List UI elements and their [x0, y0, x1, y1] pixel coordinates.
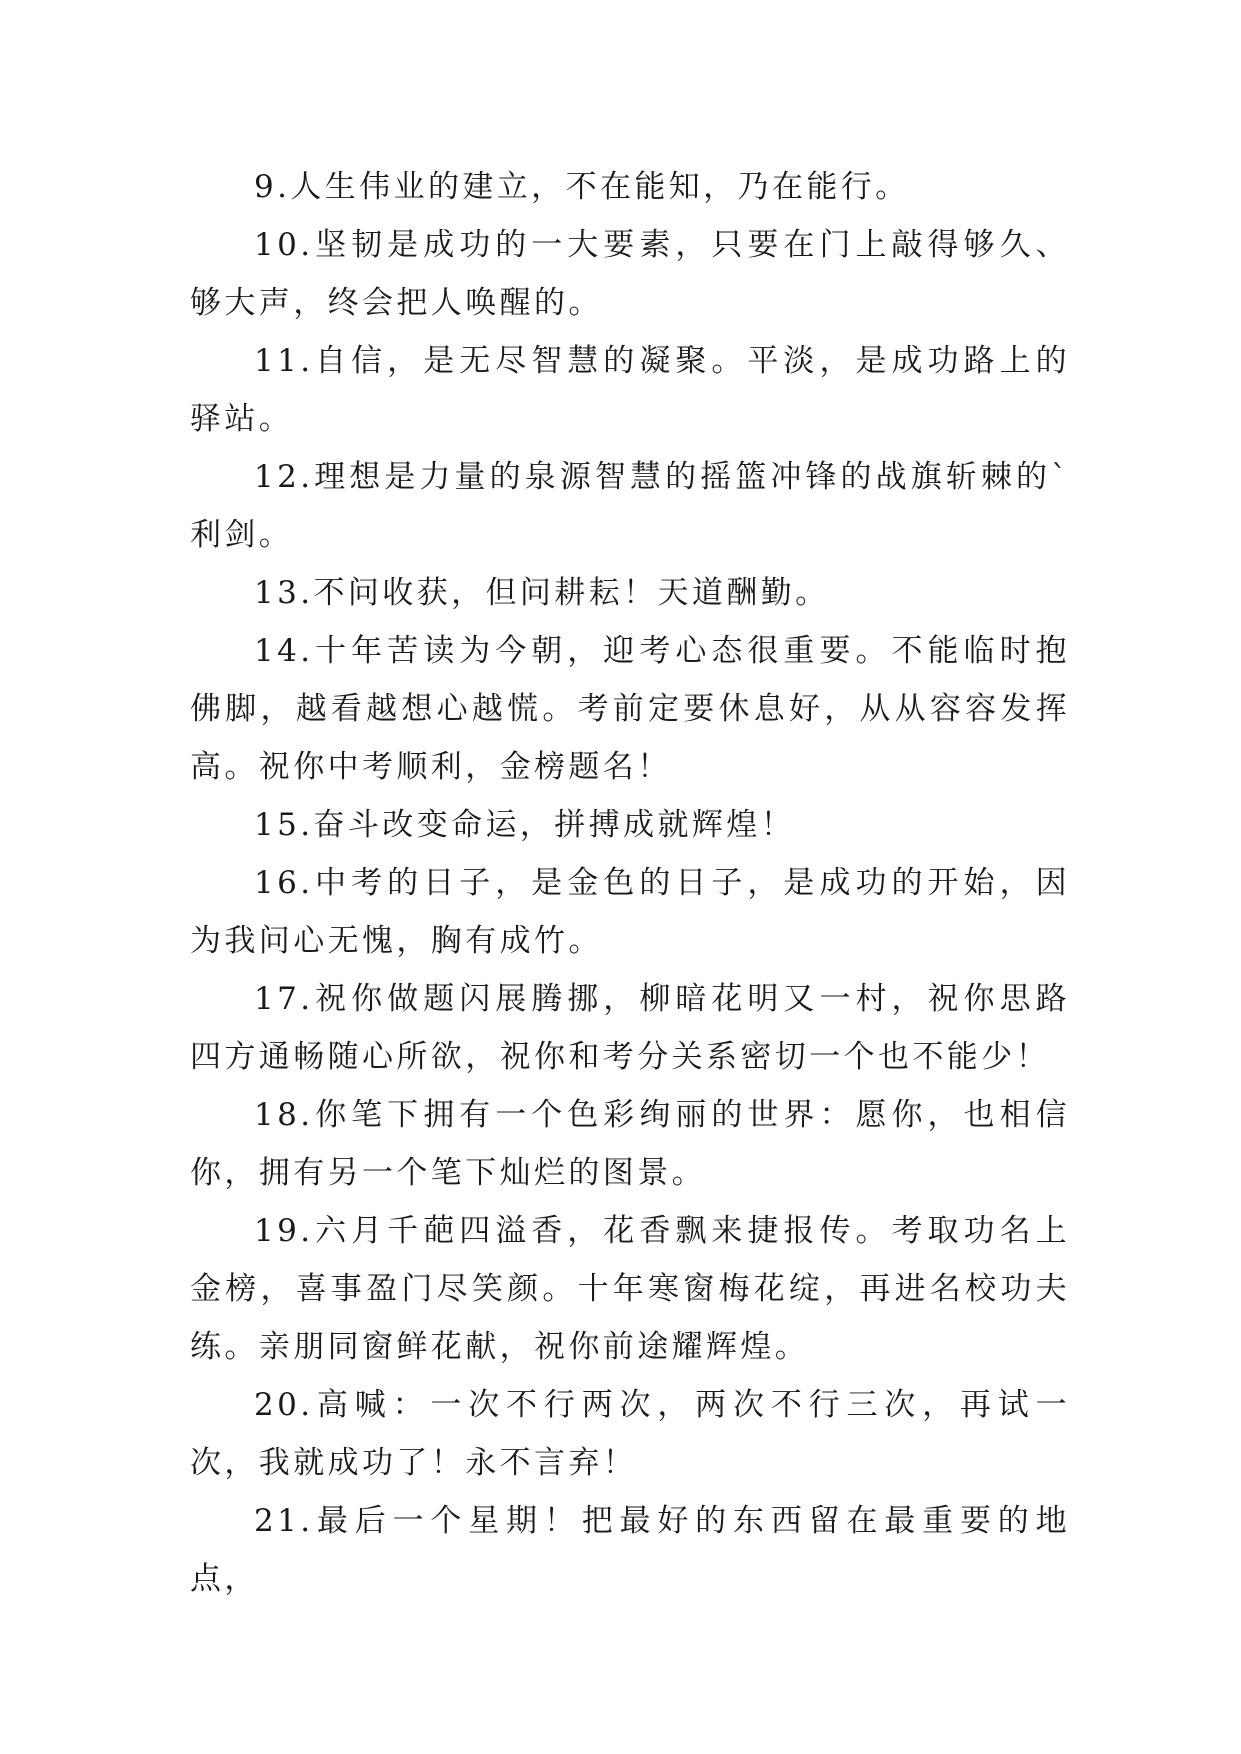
- paragraph-20: 20.高喊：一次不行两次，两次不行三次，再试一次，我就成功了！永不言弃！: [190, 1387, 1070, 1481]
- paragraph-15: 15.奋斗改变命运，拼搏成就辉煌！: [254, 807, 796, 843]
- paragraph-18: 18.你笔下拥有一个色彩绚丽的世界：愿你，也相信你，拥有另一个笔下灿烂的图景。: [190, 1097, 1070, 1191]
- document-page: [190, 158, 1070, 1608]
- paragraph-9: 9.人生伟业的建立，不在能知，乃在能行。: [254, 169, 910, 205]
- paragraph-17: 17.祝你做题闪展腾挪，柳暗花明又一村，祝你思路四方通畅随心所欲，祝你和考分关系密切一个也不能少！: [190, 981, 1070, 1075]
- paragraph-16: 16.中考的日子，是金色的日子，是成功的开始，因为我问心无愧，胸有成竹。: [190, 865, 1070, 959]
- paragraph-19: 19.六月千葩四溢香，花香飘来捷报传。考取功名上金榜，喜事盈门尽笑颜。十年寒窗梅花绽，再进名校功夫练。亲朋同窗鲜花献，祝你前途耀辉煌。: [190, 1213, 1070, 1365]
- paragraph-21: 21.最后一个星期！把最好的东西留在最重要的地点，: [190, 1503, 1070, 1597]
- paragraph-14: 14.十年苦读为今朝，迎考心态很重要。不能临时抱佛脚，越看越想心越慌。考前定要休息好，从从容容发挥高。祝你中考顺利，金榜题名！: [190, 633, 1070, 785]
- paragraph-13: 13.不问收获，但问耕耘！天道酬勤。: [254, 575, 830, 611]
- paragraph-10: 10.坚韧是成功的一大要素，只要在门上敲得够久、够大声，终会把人唤醒的。: [190, 227, 1070, 321]
- paragraph-11: 11.自信，是无尽智慧的凝聚。平淡，是成功路上的驿站。: [190, 343, 1070, 437]
- paragraph-12: 12.理想是力量的泉源智慧的摇篮冲锋的战旗斩棘的`利剑。: [190, 459, 1070, 553]
